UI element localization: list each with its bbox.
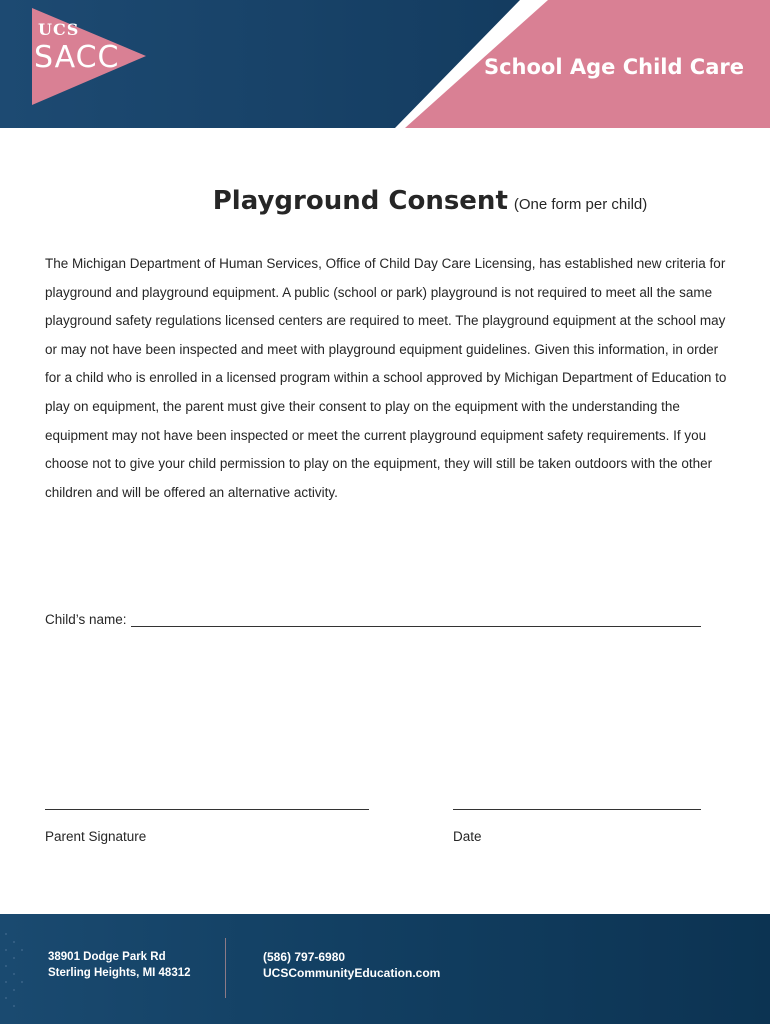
footer [0, 914, 770, 1024]
header-tagline: School Age Child Care [483, 55, 744, 79]
footer-website-link[interactable]: UCSCommunityEducation.com [263, 966, 441, 980]
date-line[interactable] [453, 809, 701, 810]
footer-divider [225, 938, 226, 998]
header-banner [0, 0, 770, 128]
footer-address-line2: Sterling Heights, MI 48312 [48, 967, 191, 979]
title-subtitle: (One form per child) [513, 196, 648, 213]
parent-signature-label: Parent Signature [45, 829, 147, 844]
child-name-label: Child’s name: [45, 612, 127, 627]
title-main: Playground Consent [212, 186, 508, 216]
footer-phone[interactable]: (586) 797-6980 [263, 950, 346, 964]
footer-address-line1: 38901 Dodge Park Rd [48, 951, 166, 963]
footer-contact [263, 949, 440, 981]
footer-address [48, 949, 191, 981]
consent-paragraph: The Michigan Department of Human Services, Office of Child Day Care Licensing, has established new criteria for playground and playground equipment. A public (school or park) playground is not required to meet all the same playground safety regulations licensed centers are required to meet. The playground equipment at the school may or may not have been inspected and meet with playground equipment guidelines. Given this information, in order for a child who is enrolled in a licensed program within a school approved by Michigan Department of Education to play on equipment, the parent must give their consent to play on the equipment with the understanding the equipment may not have been inspected or meet the current playground equipment safety requirements. If you choose not to give your child permission to play on the equipment, they will still be taken outdoors with the other children and will be offered an alternative activity. [45, 256, 727, 500]
date-label: Date [453, 829, 482, 844]
page-title [0, 186, 770, 216]
child-name-field[interactable] [45, 612, 701, 627]
child-name-line[interactable] [131, 612, 701, 627]
logo-ucs: UCS [38, 20, 80, 39]
logo-sacc: SACC [34, 40, 120, 75]
parent-signature-line[interactable] [45, 809, 369, 810]
